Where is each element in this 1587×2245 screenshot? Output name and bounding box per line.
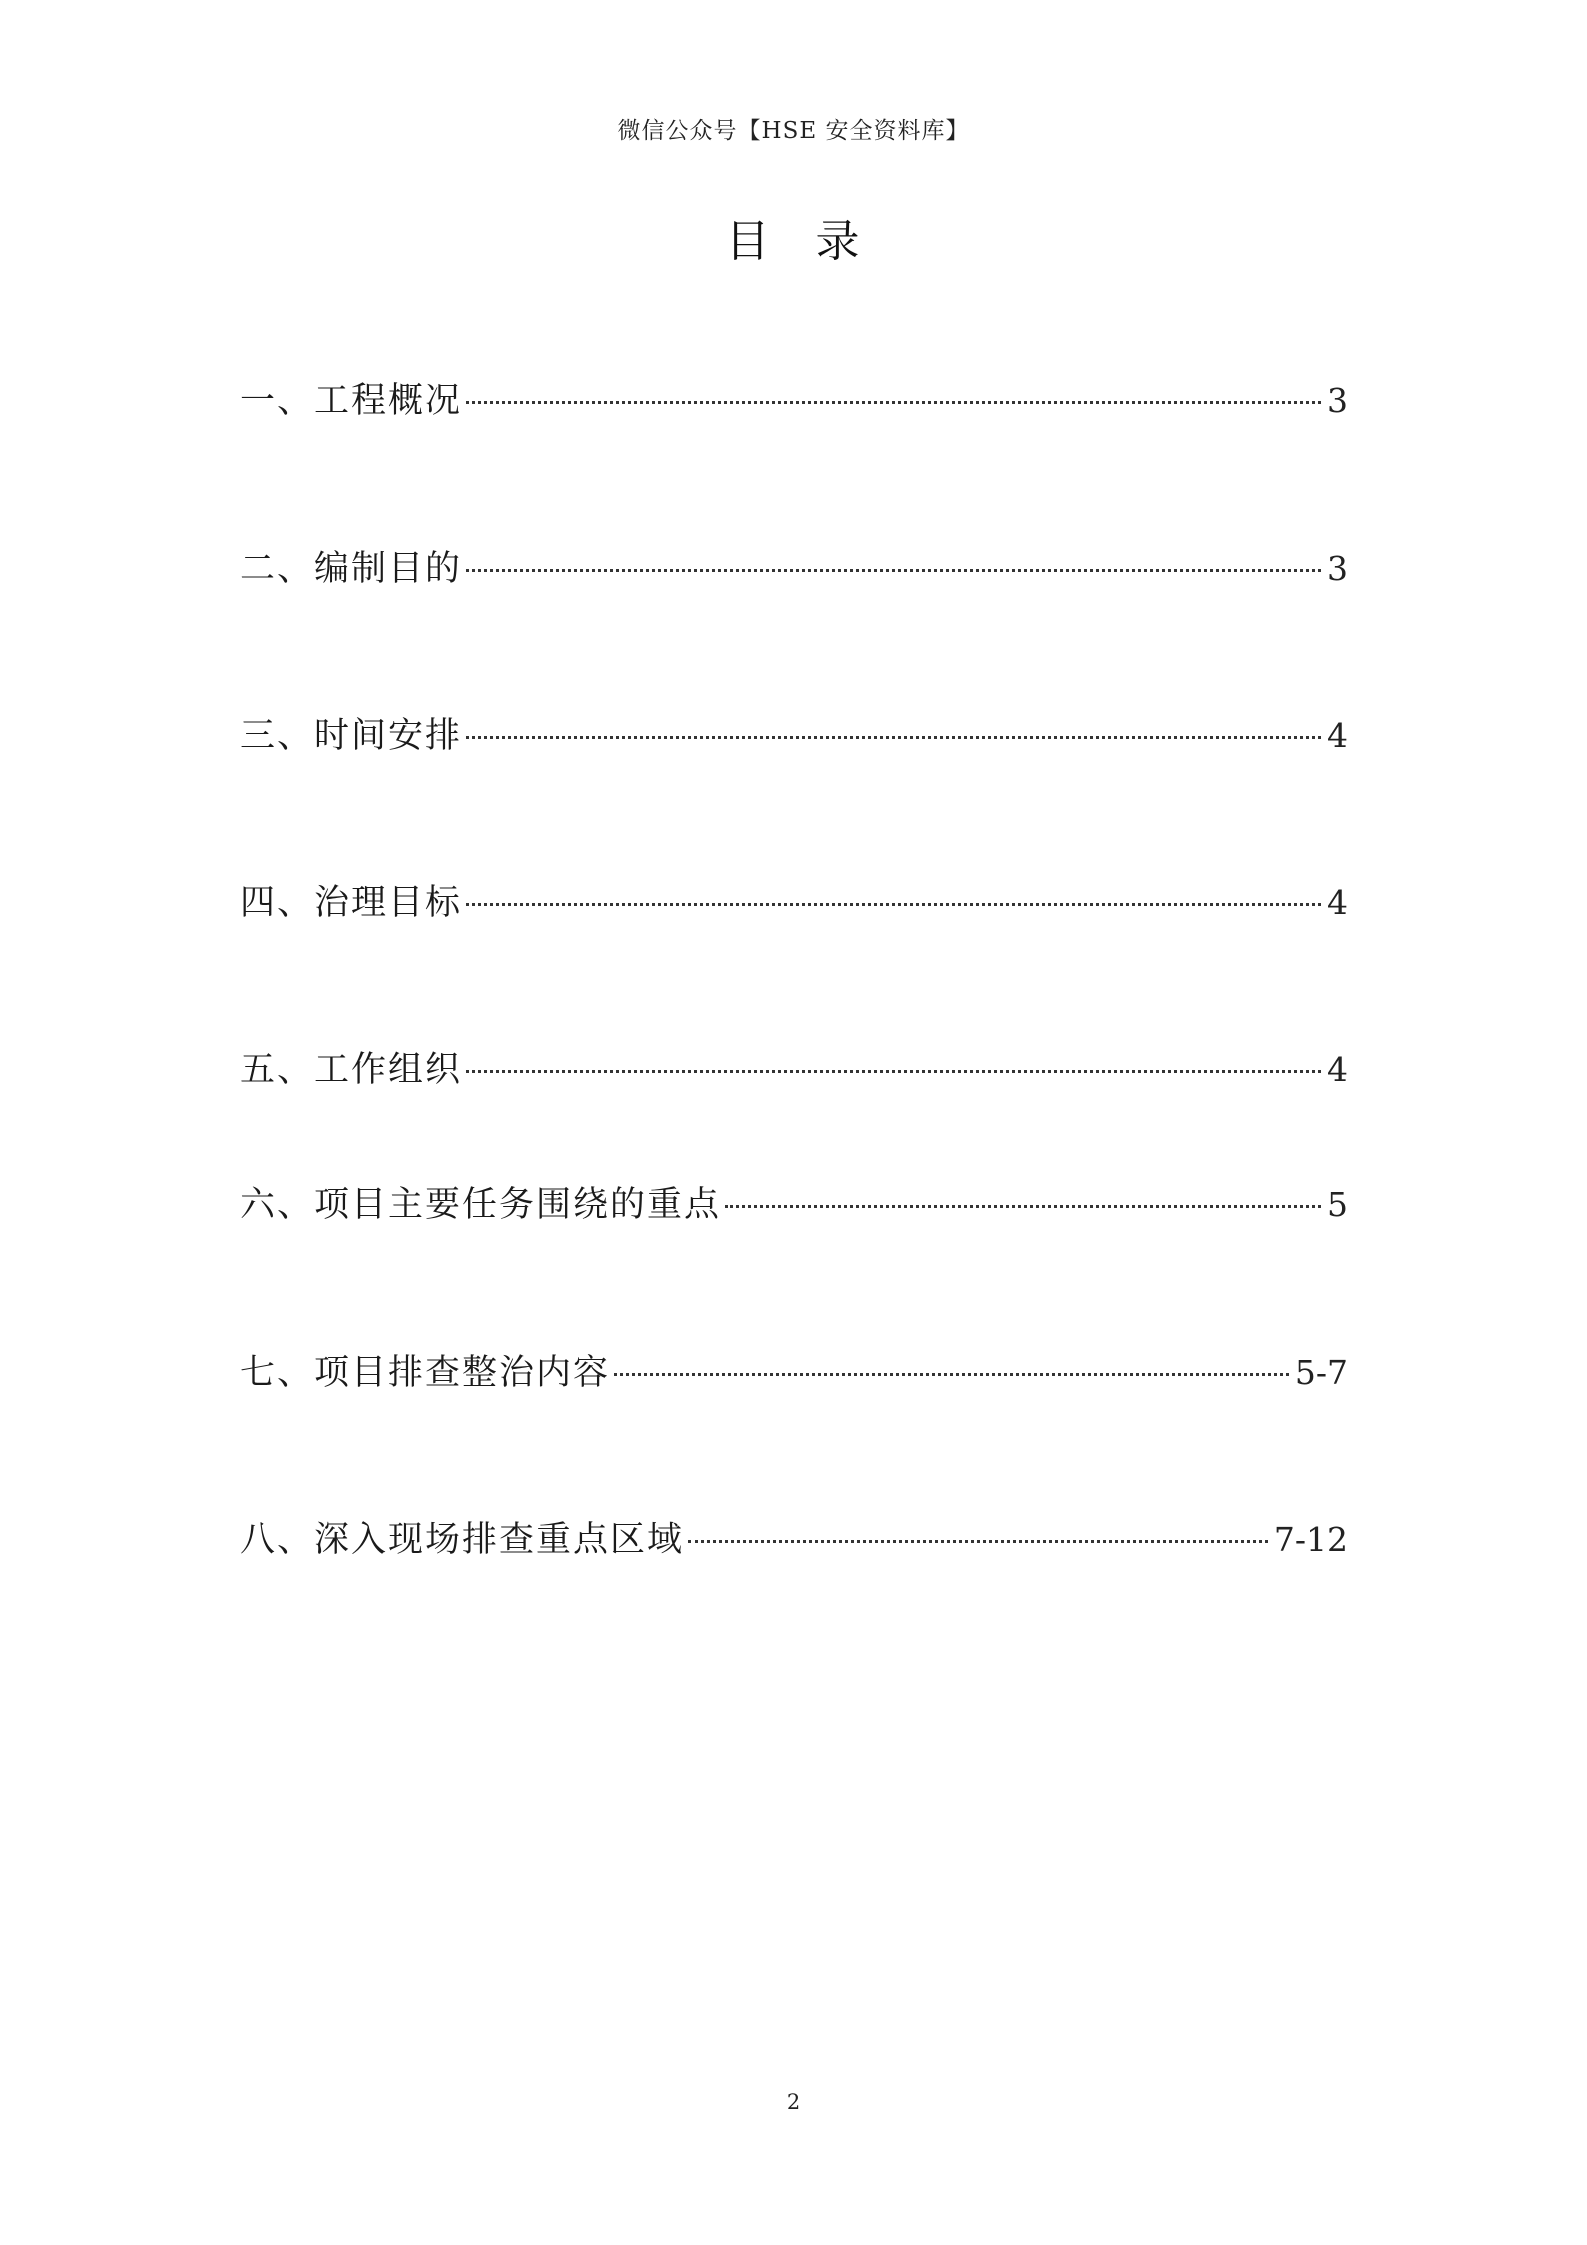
toc-entry-label: 五、工作组织: [240, 1050, 463, 1090]
toc-dot-leader: [725, 1205, 1321, 1208]
toc-entry-page: 5-7: [1294, 1353, 1348, 1392]
toc-dot-leader: [688, 1540, 1268, 1543]
toc-entry[interactable]: [240, 544, 1348, 594]
toc-entry-label: 八、深入现场排查重点区域: [240, 1520, 685, 1560]
toc-entry[interactable]: [240, 1045, 1348, 1095]
toc-dot-leader: [614, 1373, 1289, 1376]
toc-dot-leader: [466, 736, 1321, 739]
toc-entry-label: 三、时间安排: [240, 716, 463, 756]
document-header: 微信公众号【HSE 安全资料库】: [617, 118, 970, 144]
toc-entry-page: 4: [1327, 716, 1348, 755]
toc-entry[interactable]: [240, 878, 1348, 928]
toc-entry-page: 3: [1327, 381, 1348, 420]
toc-entry-label: 四、治理目标: [240, 883, 463, 923]
toc-entry-page: 4: [1327, 1050, 1348, 1089]
toc-dot-leader: [466, 903, 1321, 906]
title-char-1: 目: [725, 216, 772, 267]
toc-dot-leader: [466, 401, 1321, 404]
toc-entry-label: 一、工程概况: [240, 381, 463, 421]
toc-entry-page: 4: [1327, 883, 1348, 922]
toc-entry[interactable]: [240, 1515, 1348, 1565]
toc-entry[interactable]: [240, 1348, 1348, 1398]
page-title: [0, 205, 1587, 269]
toc-entry[interactable]: [240, 376, 1348, 426]
toc-entry[interactable]: [240, 711, 1348, 761]
toc-entry[interactable]: [240, 1180, 1348, 1230]
page-number: 2: [786, 2090, 801, 2114]
title-char-2: 录: [815, 216, 862, 267]
toc-dot-leader: [466, 1070, 1321, 1073]
toc-entry-page: 3: [1327, 549, 1348, 588]
toc-entry-label: 六、项目主要任务围绕的重点: [240, 1185, 722, 1225]
toc-entry-page: 7-12: [1273, 1520, 1348, 1559]
toc-entry-label: 二、编制目的: [240, 549, 463, 589]
toc-entry-page: 5: [1327, 1185, 1348, 1224]
toc-dot-leader: [466, 569, 1321, 572]
toc-entry-label: 七、项目排查整治内容: [240, 1353, 611, 1393]
